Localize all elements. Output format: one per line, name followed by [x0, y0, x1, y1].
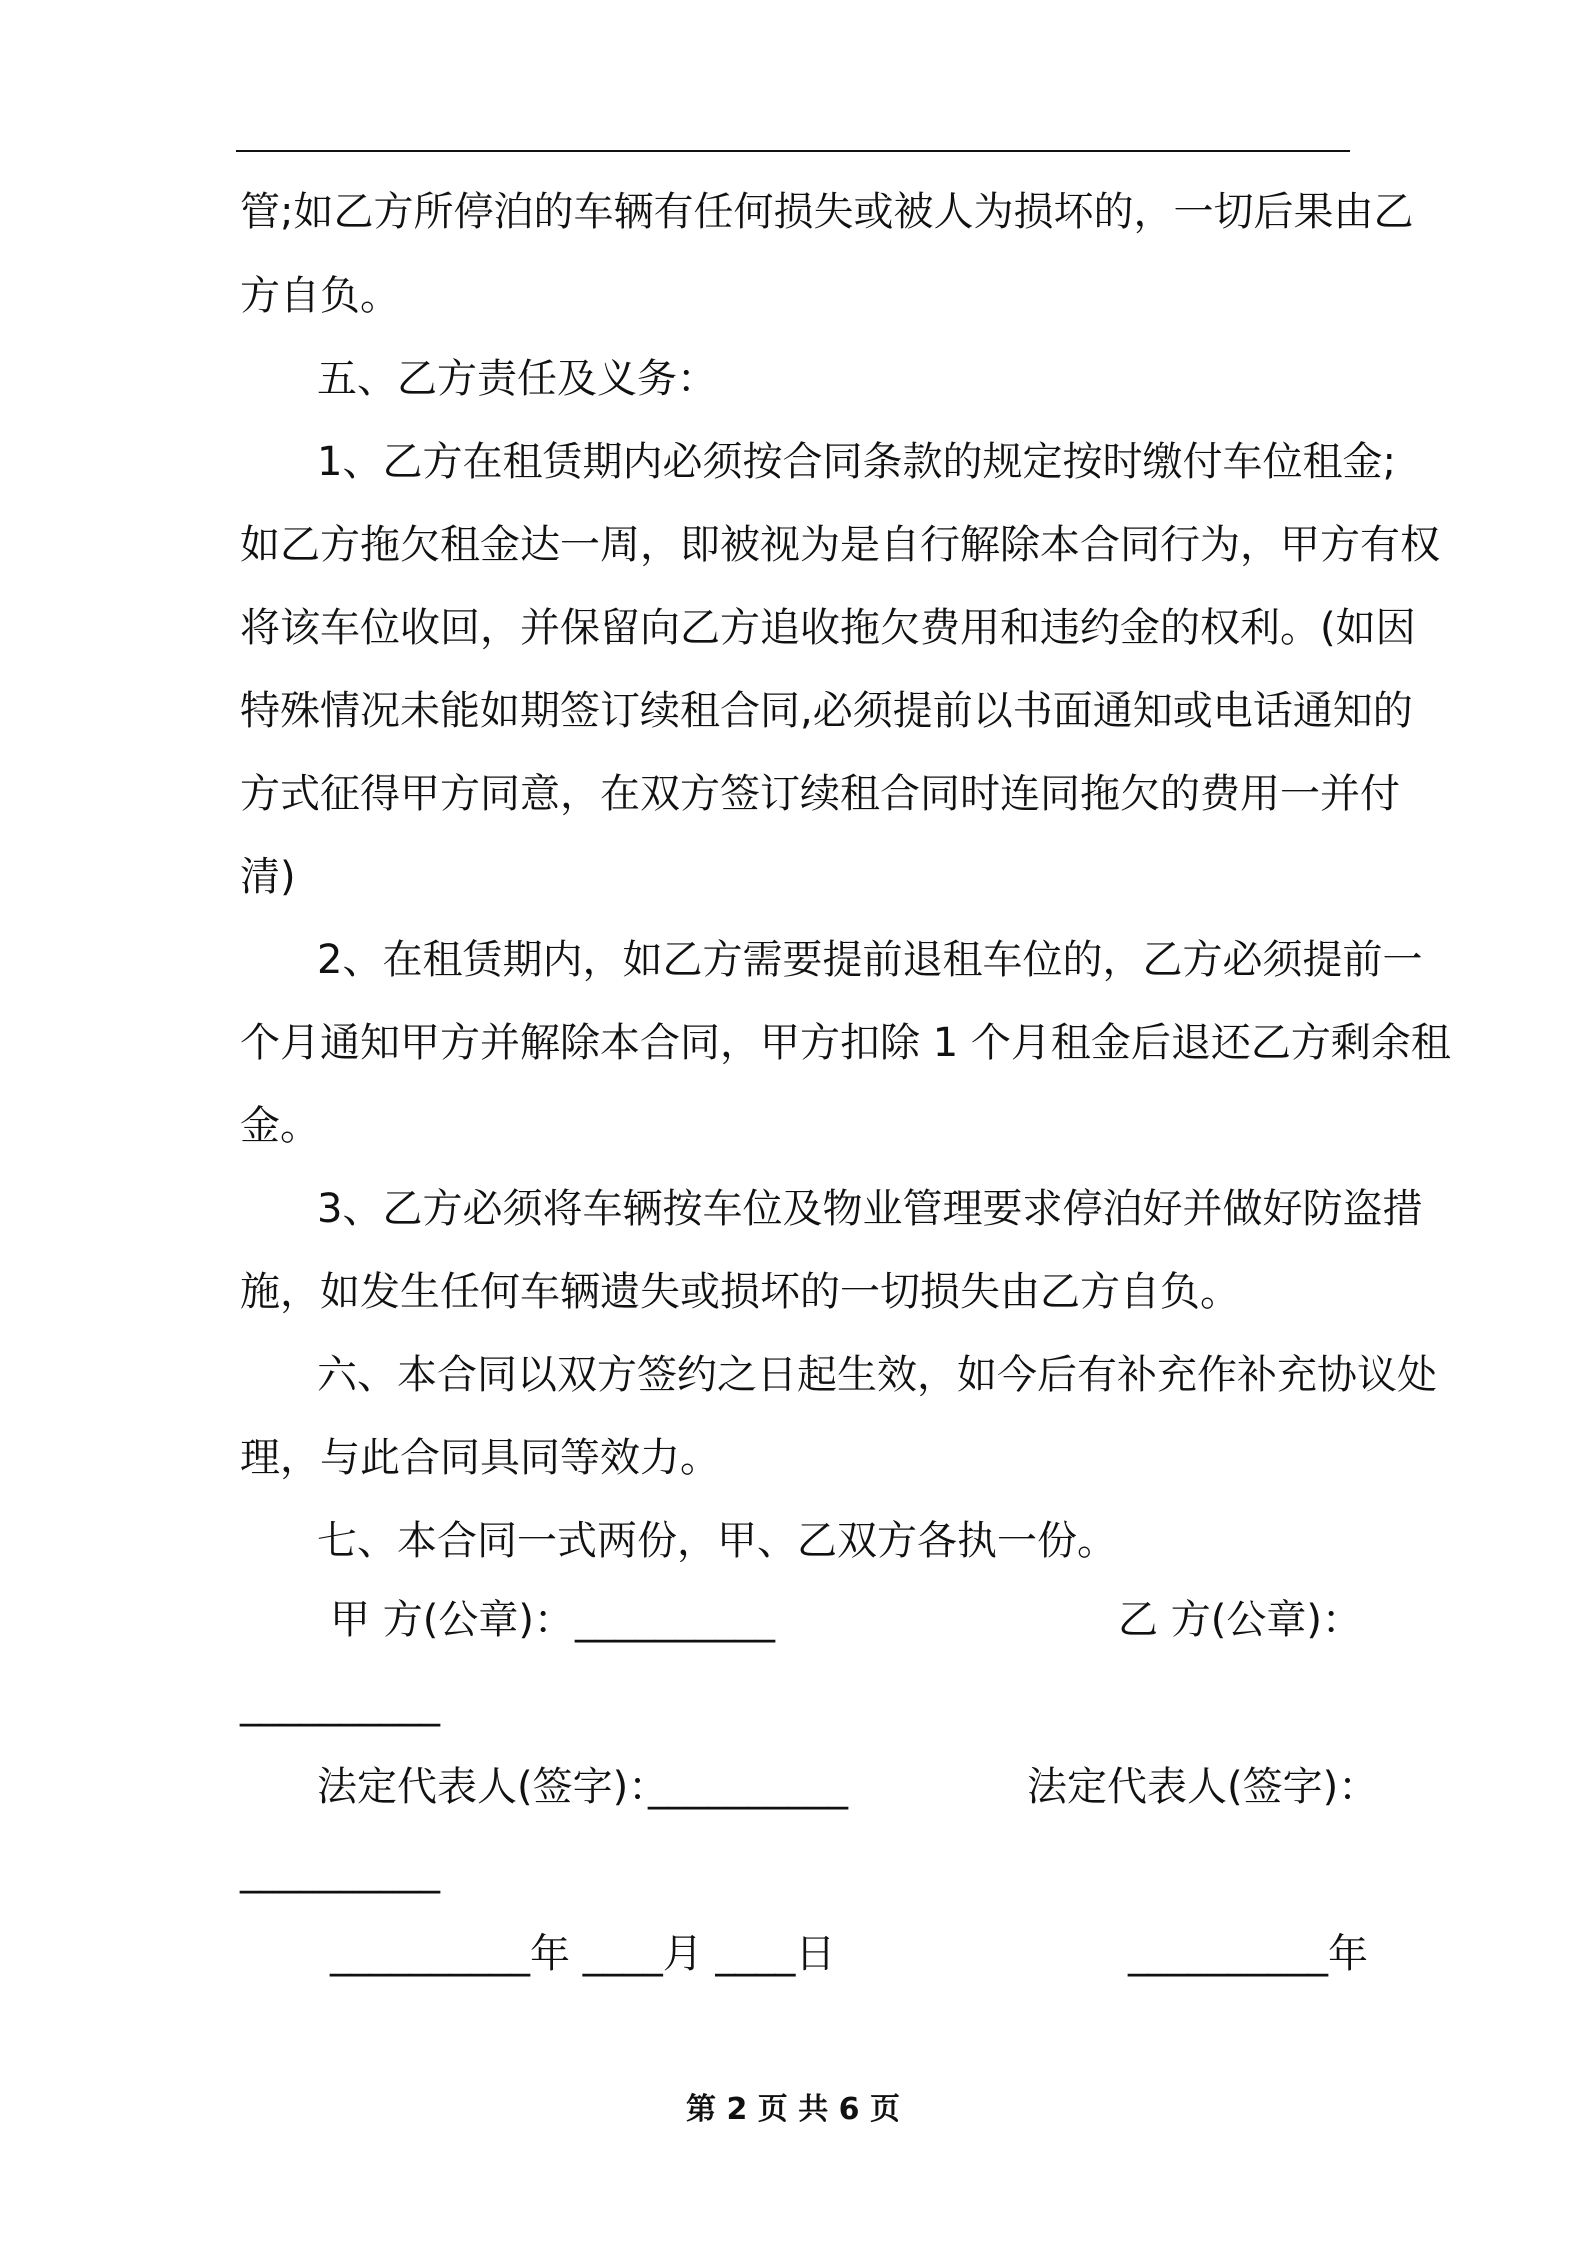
text-line: 金。 [240, 1103, 320, 1149]
party-b-seal-blank: __________ [240, 1681, 440, 1727]
header-rule [236, 150, 1350, 152]
text-line: 特殊情况未能如期签订续租合同,必须提前以书面通知或电话通知的 [240, 688, 1413, 734]
party-a-seal-blank: __________ [575, 1597, 775, 1643]
text-line: 管;如乙方所停泊的车辆有任何损失或被人为损坏的，一切后果由乙 [240, 189, 1414, 235]
text-line: 理，与此合同具同等效力。 [240, 1435, 720, 1481]
party-b-rep-blank: __________ [240, 1848, 440, 1894]
text-line: 如乙方拖欠租金达一周，即被视为是自行解除本合同行为，甲方有权 [240, 522, 1440, 568]
party-b-rep-label: 法定代表人(签字)： [1027, 1764, 1379, 1810]
text-line: 将该车位收回，并保留向乙方追收拖欠费用和违约金的权利。(如因 [240, 605, 1416, 651]
section-heading: 五、乙方责任及义务： [317, 356, 717, 402]
text-line: 施，如发生任何车辆遗失或损坏的一切损失由乙方自负。 [240, 1269, 1240, 1315]
text-line: 1、乙方在租赁期内必须按合同条款的规定按时缴付车位租金; [317, 439, 1396, 485]
section-heading: 七、本合同一式两份，甲、乙双方各执一份。 [317, 1518, 1117, 1564]
party-a-rep-blank: __________ [648, 1764, 848, 1810]
text-line: 3、乙方必须将车辆按车位及物业管理要求停泊好并做好防盗措 [317, 1186, 1423, 1232]
party-b-seal-label: 乙 方(公章)： [1118, 1597, 1362, 1643]
text-line: 个月通知甲方并解除本合同，甲方扣除 1 个月租金后退还乙方剩余租 [240, 1020, 1451, 1066]
text-line: 清) [240, 854, 296, 900]
text-line: 方式征得甲方同意，在双方签订续租合同时连同拖欠的费用一并付 [240, 771, 1400, 817]
party-a-date: __________年 ____月 ____日 [330, 1931, 836, 1977]
section-heading: 六、本合同以双方签约之日起生效，如今后有补充作补充协议处 [317, 1352, 1437, 1398]
party-a-seal-label: 甲 方(公章)： [330, 1597, 574, 1643]
party-a-rep-label: 法定代表人(签字)： [317, 1764, 669, 1810]
page-footer: 第 2 页 共 6 页 [686, 2092, 900, 2127]
text-line: 2、在租赁期内，如乙方需要提前退租车位的，乙方必须提前一 [317, 937, 1423, 983]
text-line: 方自负。 [240, 273, 400, 319]
party-b-date: __________年 [1128, 1931, 1368, 1977]
